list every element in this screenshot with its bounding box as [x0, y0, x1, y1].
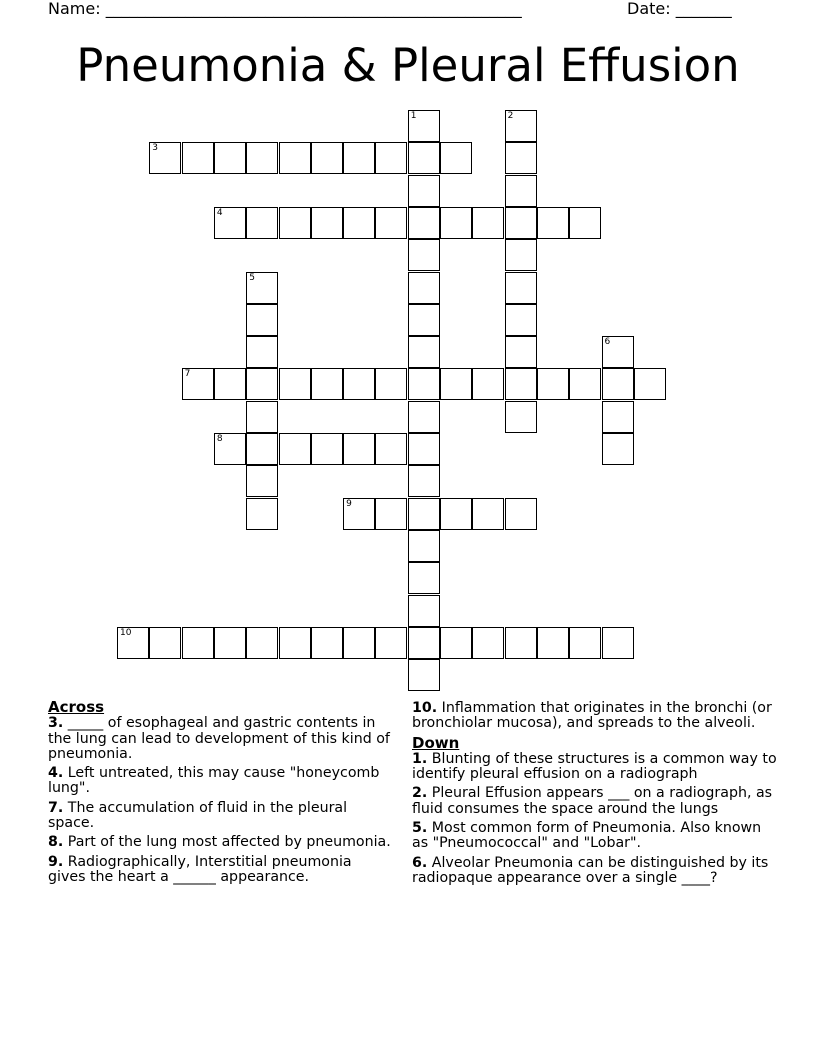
- crossword-cell[interactable]: [246, 401, 278, 433]
- crossword-cell[interactable]: [408, 595, 440, 627]
- crossword-cell[interactable]: [634, 368, 666, 400]
- crossword-cell[interactable]: [149, 142, 181, 174]
- crossword-cell[interactable]: [505, 368, 537, 400]
- date-blank: _______: [675, 0, 732, 18]
- crossword-cell[interactable]: [505, 110, 537, 142]
- crossword-cell[interactable]: [472, 207, 504, 239]
- crossword-cell[interactable]: [311, 207, 343, 239]
- crossword-cell[interactable]: [246, 304, 278, 336]
- crossword-cell[interactable]: [214, 433, 246, 465]
- crossword-cell[interactable]: [279, 433, 311, 465]
- crossword-cell[interactable]: [214, 207, 246, 239]
- crossword-cell[interactable]: [505, 401, 537, 433]
- crossword-cell[interactable]: [408, 562, 440, 594]
- crossword-cell[interactable]: [408, 142, 440, 174]
- crossword-cell[interactable]: [602, 433, 634, 465]
- crossword-cell[interactable]: [182, 627, 214, 659]
- crossword-cell[interactable]: [408, 368, 440, 400]
- clues-left-column: [48, 700, 393, 889]
- clue-across-10: 10. Inflammation that originates in the bronchi (or bronchiolar mucosa), and spreads to the alveoli.: [412, 700, 772, 732]
- crossword-cell[interactable]: [505, 239, 537, 271]
- crossword-cell[interactable]: [246, 336, 278, 368]
- name-blank: ____________________________________________________: [105, 0, 522, 18]
- crossword-cell[interactable]: [408, 465, 440, 497]
- clue-across-8: 8. Part of the lung most affected by pneumonia.: [48, 834, 391, 851]
- crossword-cell[interactable]: [246, 142, 278, 174]
- clue-down-2: 2. Pleural Effusion appears ___ on a radiograph, as fluid consumes the space around the lungs: [412, 785, 773, 817]
- crossword-cell[interactable]: [408, 530, 440, 562]
- crossword-cell[interactable]: [343, 207, 375, 239]
- crossword-cell[interactable]: [311, 142, 343, 174]
- crossword-cell[interactable]: [214, 368, 246, 400]
- crossword-cell[interactable]: [149, 627, 181, 659]
- clue-down-1: 1. Blunting of these structures is a common way to identify pleural effusion on a radiograph: [412, 750, 777, 783]
- crossword-cell[interactable]: [408, 433, 440, 465]
- crossword-cell[interactable]: [537, 627, 569, 659]
- clue-number-label: 3: [152, 143, 159, 154]
- crossword-cell[interactable]: [602, 336, 634, 368]
- crossword-cell[interactable]: [375, 433, 407, 465]
- crossword-cell[interactable]: [214, 627, 246, 659]
- crossword-cell[interactable]: [472, 498, 504, 530]
- crossword-cell[interactable]: [246, 433, 278, 465]
- clue-across-7: 7. The accumulation of fluid in the pleural space.: [48, 799, 348, 832]
- crossword-cell[interactable]: [440, 207, 472, 239]
- crossword-cell[interactable]: [408, 498, 440, 530]
- crossword-cell[interactable]: [569, 368, 601, 400]
- crossword-cell[interactable]: [375, 368, 407, 400]
- crossword-cell[interactable]: [505, 304, 537, 336]
- crossword-cell[interactable]: [408, 304, 440, 336]
- crossword-cell[interactable]: [246, 627, 278, 659]
- crossword-cell[interactable]: [117, 627, 149, 659]
- across-heading: Across: [48, 698, 105, 716]
- crossword-cell[interactable]: [408, 110, 440, 142]
- clue-number-label: 10: [120, 627, 132, 638]
- crossword-cell[interactable]: [246, 498, 278, 530]
- clue-number-label: 7: [184, 369, 191, 380]
- crossword-cell[interactable]: [408, 659, 440, 691]
- crossword-cell[interactable]: [343, 368, 375, 400]
- crossword-cell[interactable]: [311, 368, 343, 400]
- clue-down-5: 5. Most common form of Pneumonia. Also known as "Pneumococcal" and "Lobar".: [412, 820, 762, 852]
- clue-number-label: 2: [507, 111, 514, 121]
- crossword-cell[interactable]: [505, 627, 537, 659]
- crossword-cell[interactable]: [375, 627, 407, 659]
- crossword-cell[interactable]: [408, 401, 440, 433]
- crossword-cell[interactable]: [375, 142, 407, 174]
- crossword-cell[interactable]: [472, 627, 504, 659]
- crossword-cell[interactable]: [279, 207, 311, 239]
- crossword-cell[interactable]: [214, 142, 246, 174]
- page-title: Pneumonia & Pleural Effusion: [76, 39, 740, 92]
- crossword-cell[interactable]: [279, 142, 311, 174]
- clue-number-label: 4: [216, 207, 223, 218]
- crossword-cell[interactable]: [343, 433, 375, 465]
- clue-number-label: 8: [216, 434, 223, 444]
- name-label: Name:: [48, 0, 101, 18]
- crossword-cell[interactable]: [246, 368, 278, 400]
- crossword-cell[interactable]: [505, 142, 537, 174]
- clues-right-column: [412, 700, 777, 890]
- crossword-cell[interactable]: [182, 368, 214, 400]
- crossword-cell[interactable]: [602, 368, 634, 400]
- crossword-cell[interactable]: [440, 627, 472, 659]
- crossword-cell[interactable]: [408, 207, 440, 239]
- crossword-cell[interactable]: [505, 175, 537, 207]
- crossword-cell[interactable]: [311, 433, 343, 465]
- crossword-cell[interactable]: [440, 368, 472, 400]
- crossword-cell[interactable]: [472, 368, 504, 400]
- crossword-cell[interactable]: [279, 368, 311, 400]
- clue-number-label: 5: [249, 272, 255, 283]
- down-heading: Down: [412, 733, 460, 752]
- crossword-cell[interactable]: [375, 498, 407, 530]
- clue-across-3: 3. _____ of esophageal and gastric contents in the lung can lead to development of this kind of pneumonia.: [48, 715, 390, 762]
- crossword-cell[interactable]: [182, 142, 214, 174]
- crossword-cell[interactable]: [246, 207, 278, 239]
- crossword-cell[interactable]: [537, 207, 569, 239]
- crossword-cell[interactable]: [279, 627, 311, 659]
- crossword-cell[interactable]: [343, 142, 375, 174]
- crossword-cell[interactable]: [505, 207, 537, 239]
- crossword-cell[interactable]: [602, 401, 634, 433]
- date-label: Date:: [627, 0, 671, 18]
- crossword-cell[interactable]: [505, 272, 537, 304]
- clue-down-6: 6. Alveolar Pneumonia can be distinguished by its radiopaque appearance over a single ____?: [412, 854, 769, 886]
- crossword-cell[interactable]: [602, 627, 634, 659]
- crossword-cell[interactable]: [569, 207, 601, 239]
- crossword-cell[interactable]: [408, 627, 440, 659]
- crossword-cell[interactable]: [537, 368, 569, 400]
- crossword-cell[interactable]: [408, 272, 440, 304]
- crossword-cell[interactable]: [505, 498, 537, 530]
- crossword-cell[interactable]: [408, 175, 440, 207]
- crossword-cell[interactable]: [505, 336, 537, 368]
- crossword-cell[interactable]: [311, 627, 343, 659]
- crossword-cell[interactable]: [246, 272, 278, 304]
- crossword-cell[interactable]: [569, 627, 601, 659]
- clue-number-label: 6: [604, 337, 611, 348]
- crossword-cell[interactable]: [408, 239, 440, 271]
- crossword-cell[interactable]: [343, 627, 375, 659]
- clue-across-4: 4. Left untreated, this may cause "honeycomb lung".: [48, 765, 380, 797]
- crossword-cell[interactable]: [246, 465, 278, 497]
- crossword-cell[interactable]: [440, 498, 472, 530]
- crossword-cell[interactable]: [343, 498, 375, 530]
- clue-across-9: 9. Radiographically, Interstitial pneumonia gives the heart a ______ appearance.: [48, 853, 352, 885]
- crossword-cell[interactable]: [375, 207, 407, 239]
- clue-number-label: 9: [346, 498, 352, 509]
- crossword-cell[interactable]: [408, 336, 440, 368]
- clue-number-label: 1: [410, 111, 417, 121]
- crossword-cell[interactable]: [440, 142, 472, 174]
